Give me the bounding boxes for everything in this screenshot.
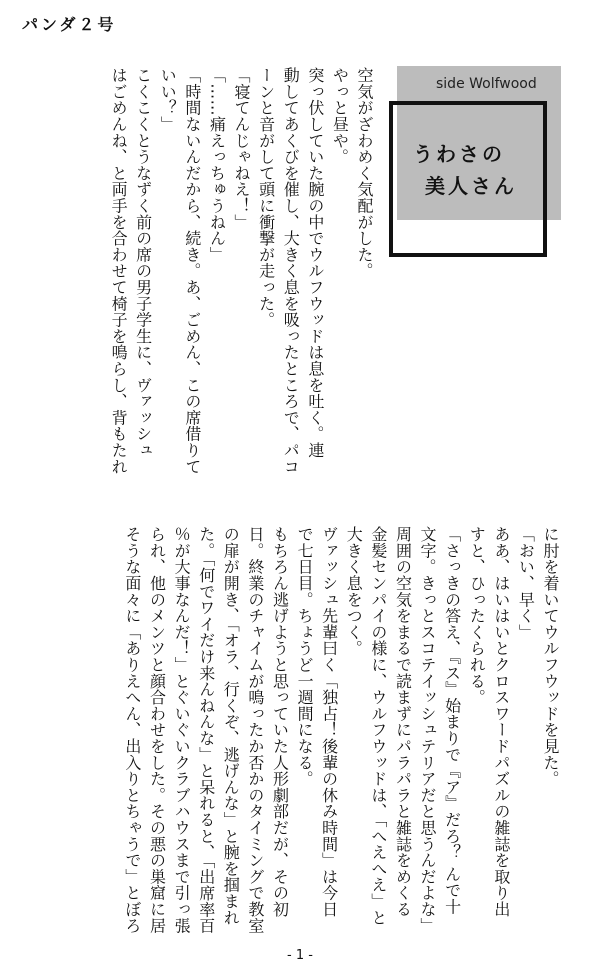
body-line: そうな面々に「ありえへん、出入りとちゃうで」とぼろ: [122, 526, 142, 934]
side-label: side Wolfwood: [436, 76, 537, 92]
page-header: パンダ２号: [22, 15, 117, 34]
body-line: 日。終業のチャイムが鳴ったか否かのタイミングで教室: [245, 526, 265, 934]
body-line: 周囲の空気をまるで読まずにパラパラと雑誌をめくる: [393, 526, 413, 918]
body-line: もちろん逃げようと思っていた人形劇部だが、その初: [270, 526, 290, 918]
body-line: 「寝てんじゃねえ！」: [232, 67, 252, 230]
body-line: 金髪センパイの様に、ウルフウッドは、「へえへえ」と: [368, 526, 388, 926]
body-line: 文字。きっとスコテイッシュテリアだと思うんだよな」: [418, 526, 438, 934]
body-line: 空気がざわめく気配がした。: [355, 67, 374, 279]
body-line: 「おい、早く」: [516, 526, 536, 641]
body-line: 「……痛えっちゅうねん」: [207, 67, 227, 263]
body-line: ヴァッシュ先輩曰く「独占！後輩の休み時間」は今日: [319, 526, 339, 918]
body-line: はごめんね、と両手を合わせて椅子を鳴らし、背もたれ: [109, 67, 129, 475]
body-line: ーンと音がして頭に衝撃が走った。: [256, 67, 276, 328]
page-number: - 1 -: [287, 948, 313, 963]
body-line: こくこくとうなずく前の席の男子学生に、ヴァッシュ: [133, 67, 153, 459]
body-line: の扉が開き、「オラ、行くぞ、逃げんな」と腕を掴まれ: [221, 526, 241, 926]
body-line: られ、他のメンツと顔合わせをした。その悪の巣窟に居: [147, 526, 167, 934]
body-text-top: [105, 67, 376, 475]
body-line: 「さっきの答え、『ス』始まりで『ア』だろ？ んで十: [442, 526, 462, 915]
story-title: [413, 138, 533, 202]
body-line: いい？」: [158, 67, 178, 133]
body-line: 突っ伏していた腕の中でウルフウッドは息を吐く。連: [305, 67, 325, 459]
story-title-line-2: 美人さん: [425, 174, 517, 198]
body-line: ％が大事なんだ！」とぐいぐいクラブハウスまで引っ張: [172, 526, 192, 934]
body-line: やっと昼や。: [330, 67, 350, 165]
body-line: に肘を着いてウルフウッドを見た。: [541, 526, 560, 787]
body-line: 動してあくびを催し、大きく息を吸ったところで、パコ: [281, 67, 301, 475]
body-line: ああ、はいはいとクロスワードパズルの雑誌を取り出: [491, 526, 511, 918]
body-line: 大きく息をつく。: [344, 526, 364, 657]
body-line: 「時間ないんだから、続き。あ、ごめん、この席借りて: [182, 67, 202, 475]
body-text-bottom: [119, 526, 562, 946]
body-line: た。「何でワイだけ来んねんな」と呆れると、「出席率百: [196, 526, 216, 934]
body-line: で七日目。ちょうど一週間になる。: [295, 526, 315, 787]
body-line: すと、ひったくられる。: [467, 526, 487, 706]
story-title-line-1: うわさの: [413, 142, 505, 166]
